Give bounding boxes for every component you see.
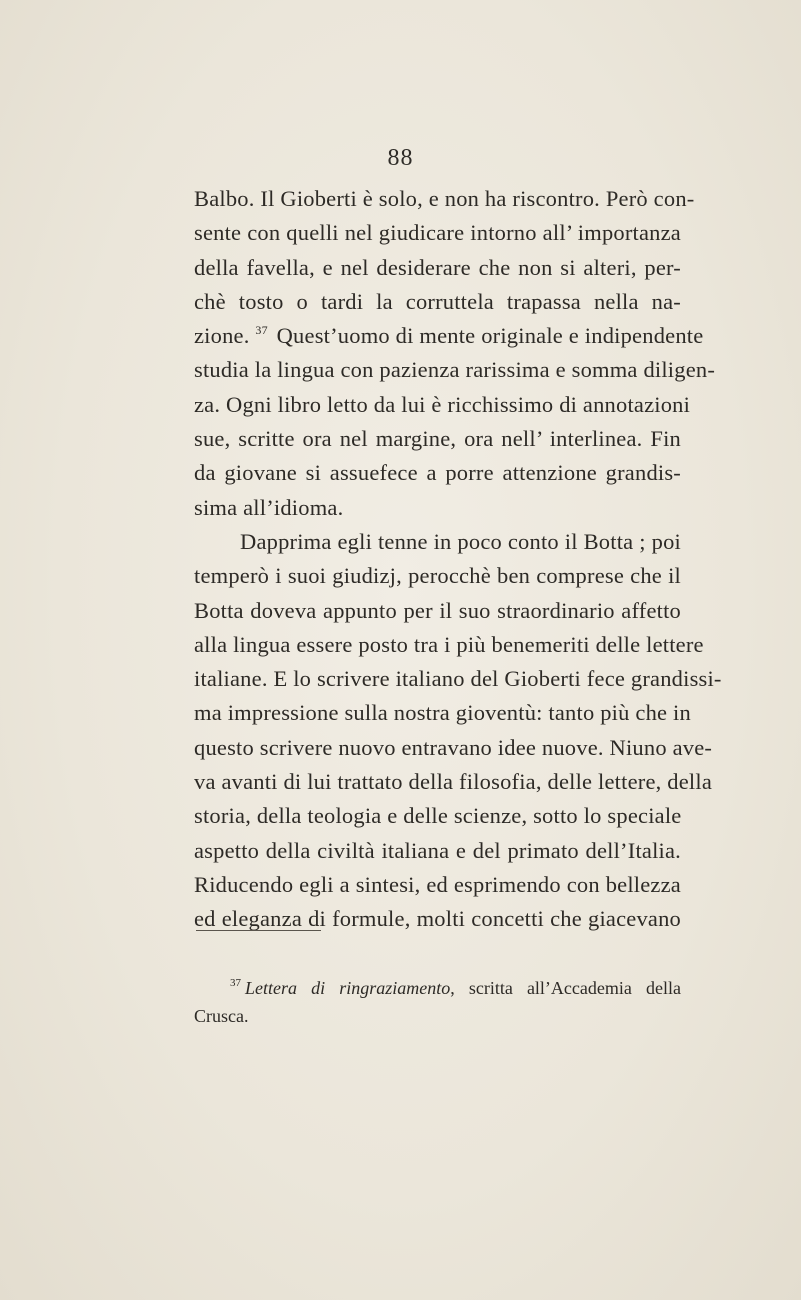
footnote-line <box>194 974 681 1002</box>
footnote-line: Crusca. <box>194 1006 249 1026</box>
page-number: 88 <box>387 145 414 171</box>
text-line: ed eleganza di formule, molti concetti che giacevano <box>194 906 681 932</box>
text-line <box>194 319 704 353</box>
text-line: italiane. E lo scrivere italiano del Gioberti fece grandissi- <box>194 666 722 692</box>
text-line: della favella, e nel desiderare che non si alteri, per- <box>194 254 681 280</box>
text-line: chè tosto o tardi la corruttela trapassa nella na- <box>194 288 681 314</box>
text-line: Botta doveva appunto per il suo straordinario affetto <box>194 597 681 623</box>
footnote <box>194 974 681 1030</box>
text-segment: Quest’uomo di mente originale e indipendente <box>270 323 704 349</box>
text-line: Dapprima egli tenne in poco conto il Botta ; poi <box>240 528 681 554</box>
text-line: sima all’idioma. <box>194 494 344 520</box>
text-line: aspetto della civiltà italiana e del primato dell’Italia. <box>194 837 681 863</box>
text-line: Balbo. Il Gioberti è solo, e non ha riscontro. Però con- <box>194 186 695 211</box>
text-line: va avanti di lui trattato della filosofia, delle lettere, della <box>194 769 713 795</box>
text-line: za. Ogni libro letto da lui è ricchissimo di annotazioni <box>194 391 691 417</box>
footnote-divider <box>196 930 321 931</box>
text-line: Riducendo egli a sintesi, ed esprimendo con bellezza <box>194 871 681 897</box>
footnote-title: Lettera di ringraziamento <box>245 978 451 998</box>
text-line: storia, della teologia e delle scienze, sotto lo speciale <box>194 803 682 829</box>
footnote-mark: 37 <box>230 977 241 989</box>
footnote-reference: 37 <box>255 323 268 338</box>
footnote-text: , scritta all’Accademia della <box>450 978 681 998</box>
text-line: alla lingua essere posto tra i più benemeriti delle lettere <box>194 631 704 657</box>
text-line: sente con quelli nel giudicare intorno all’ importanza <box>194 220 681 246</box>
text-line: questo scrivere nuovo entravano idee nuove. Niuno ave- <box>194 734 713 760</box>
text-line: temperò i suoi giudizj, perocchè ben comprese che il <box>194 563 681 589</box>
text-line: sue, scritte ora nel margine, ora nell’ interlinea. Fin <box>194 426 681 452</box>
text-line: ma impressione sulla nostra gioventù: tanto più che in <box>194 700 691 726</box>
text-line: da giovane si assuefece a porre attenzione grandis- <box>194 460 681 486</box>
body-text <box>194 182 722 937</box>
text-line: studia la lingua con pazienza rarissima e somma diligen- <box>194 357 716 383</box>
text-segment: zione. <box>194 323 256 349</box>
